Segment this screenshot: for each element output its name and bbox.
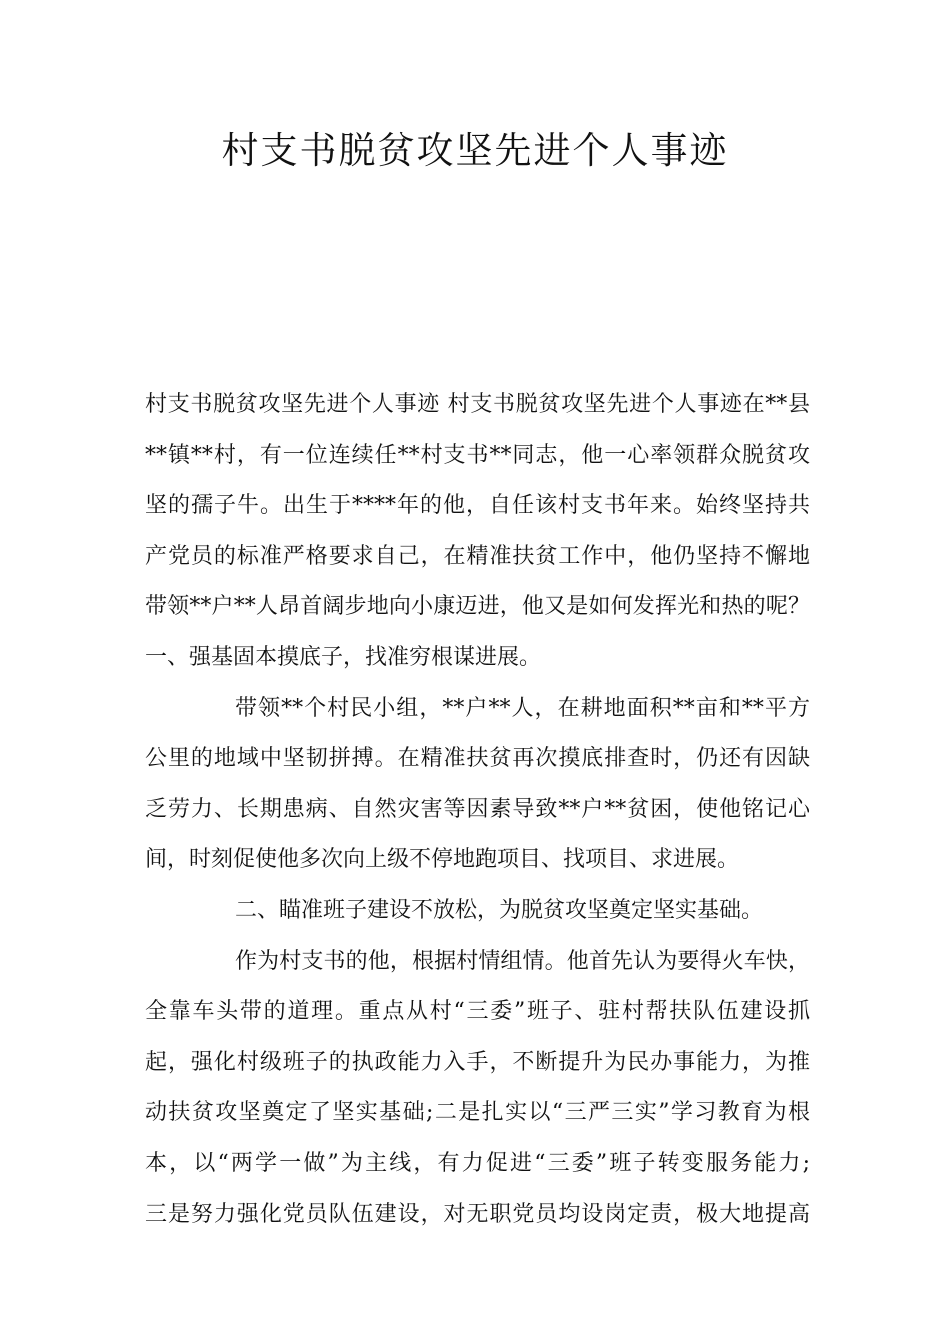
body-line: 村支书脱贫攻坚先进个人事迹 村支书脱贫攻坚先进个人事迹在**县 (145, 392, 810, 417)
body-line: 坚的孺子牛。出生于****年的他，自任该村支书年来。始终坚持共 (145, 493, 810, 519)
body-line: **镇**村，有一位连续任**村支书**同志，他一心率领群众脱贫攻 (145, 442, 810, 468)
document-title: 村支书脱贫攻坚先进个人事迹 (221, 129, 729, 172)
body-line: 公里的地域中坚韧拼搏。在精准扶贫再次摸底排查时，仍还有因缺 (145, 746, 810, 772)
body-line: 产党员的标准严格要求自己，在精准扶贫工作中，他仍坚持不懈地 (145, 543, 810, 569)
body-line: 带领**个村民小组，**户**人，在耕地面积**亩和**平方 (235, 695, 810, 721)
section-heading: 二、瞄准班子建设不放松，为脱贫攻坚奠定坚实基础。 (235, 897, 764, 923)
body-line: 动扶贫攻坚奠定了坚实基础;二是扎实以“三严三实”学习教育为根 (145, 1100, 810, 1126)
body-line: 一、强基固本摸底子，找准穷根谋进展。 (145, 644, 542, 670)
body-line: 间，时刻促使他多次向上级不停地跑项目、找项目、求进展。 (145, 847, 740, 873)
body-line: 全靠车头带的道理。重点从村“三委”班子、驻村帮扶队伍建设抓 (145, 999, 810, 1025)
body-line: 乏劳力、长期患病、自然灾害等因素导致**户**贫困，使他铭记心 (145, 796, 810, 822)
body-line: 本，以“两学一做”为主线，有力促进“三委”班子转变服务能力; (145, 1150, 810, 1176)
body-line: 三是努力强化党员队伍建设，对无职党员均设岗定责，极大地提高 (145, 1201, 810, 1227)
body-line: 起，强化村级班子的执政能力入手，不断提升为民办事能力，为推 (145, 1049, 810, 1075)
document-body (145, 380, 810, 1240)
body-line: 作为村支书的他，根据村情组情。他首先认为要得火车快， (235, 948, 810, 974)
body-line: 带领**户**人昂首阔步地向小康迈进，他又是如何发挥光和热的呢？ (145, 594, 810, 620)
